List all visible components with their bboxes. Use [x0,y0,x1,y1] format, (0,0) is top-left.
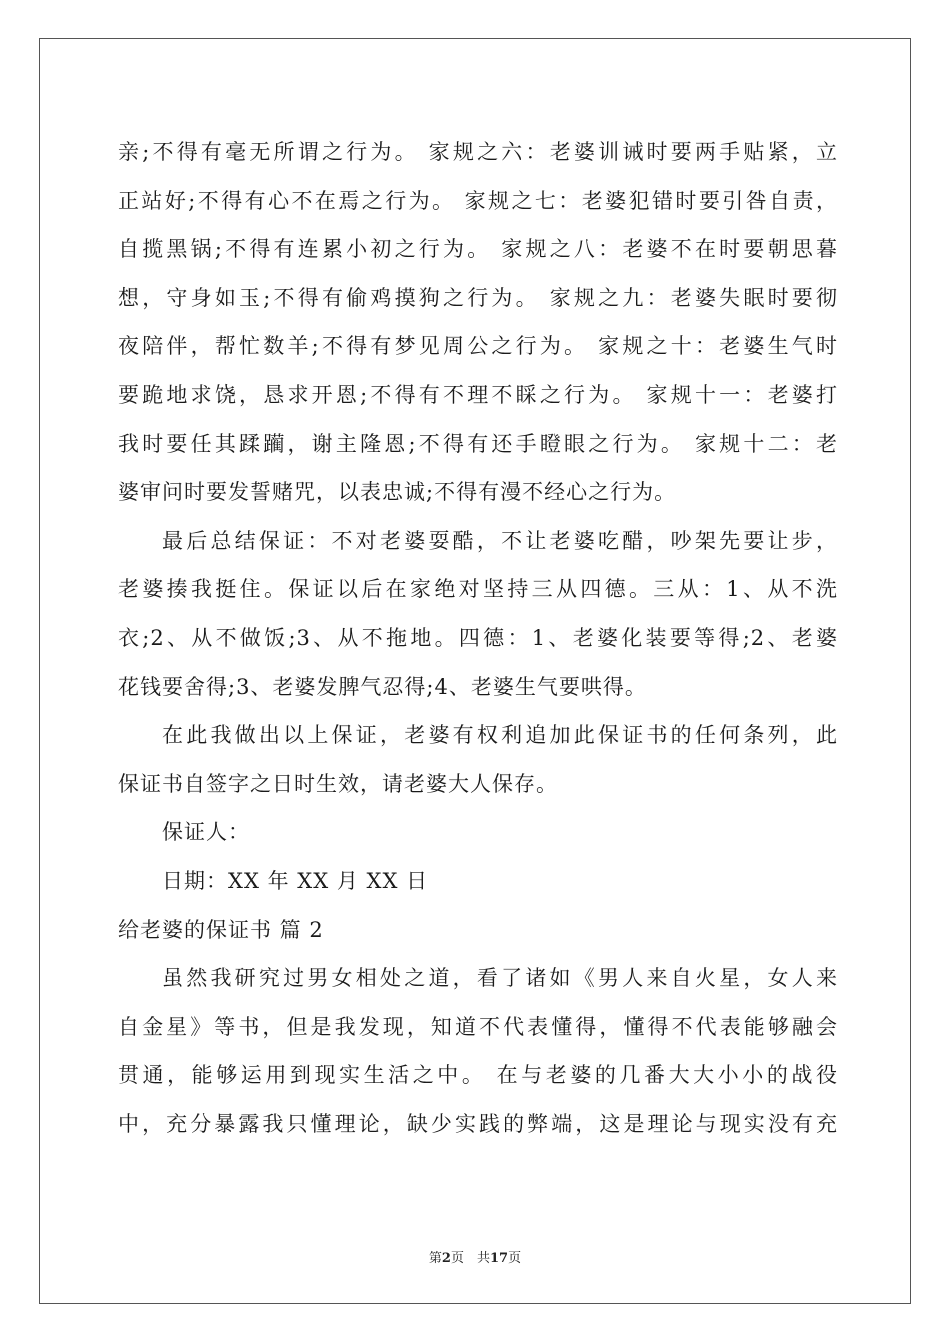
text-line: 我时要任其蹂躏，谢主隆恩;不得有还手瞪眼之行为。 家规十二：老 [118,431,838,456]
text-line: 虽然我研究过男女相处之道，看了诸如《男人来自火星，女人来 [162,966,838,991]
text-line: 亲;不得有毫无所谓之行为。 家规之六：老婆训诫时要两手贴紧，立 [118,140,838,164]
text-line: 贯通，能够运用到现实生活之中。 在与老婆的几番大大小小的战役 [118,1063,838,1088]
text-line: 自揽黑锅;不得有连累小初之行为。 家规之八：老婆不在时要朝思暮 [118,237,838,262]
text-line: 衣;2、从不做饭;3、从不拖地。四德：1、老婆化装要等得;2、老婆 [118,625,838,650]
text-line: 保证人： [162,820,250,845]
text-line: 保证书自签字之日时生效，请老婆大人保存。 [118,771,558,796]
text-line: 给老婆的保证书 篇 2 [118,917,324,942]
current-page-number: 2 [441,1251,451,1266]
document-body [118,128,838,1148]
text-line: 婆审问时要发誓赌咒，以表忠诚;不得有漫不经心之行为。 [118,480,677,505]
text-line: 想，守身如玉;不得有偷鸡摸狗之行为。 家规之九：老婆失眠时要彻 [118,285,838,310]
total-page-count: 17 [489,1251,509,1266]
footer-prefix: 第 [428,1251,442,1266]
text-line: 正站好;不得有心不在焉之行为。 家规之七：老婆犯错时要引咎自责， [118,188,838,213]
text-line: 在此我做出以上保证，老婆有权利追加此保证书的任何条列，此 [162,723,838,748]
footer-suffix: 页 [508,1251,522,1266]
page-footer [0,1247,950,1266]
text-line: 日期：XX 年 XX 月 XX 日 [162,868,429,893]
text-line: 要跪地求饶，恳求开恩;不得有不理不睬之行为。 家规十一：老婆打 [118,382,838,407]
text-line: 夜陪伴，帮忙数羊;不得有梦见周公之行为。 家规之十：老婆生气时 [118,334,838,359]
text-line: 花钱要舍得;3、老婆发脾气忍得;4、老婆生气要哄得。 [118,674,647,699]
footer-middle: 页 共 [450,1251,490,1266]
text-line: 中，充分暴露我只懂理论，缺少实践的弊端，这是理论与现实没有充 [118,1111,838,1136]
text-line: 自金星》等书，但是我发现，知道不代表懂得，懂得不代表能够融会 [118,1014,838,1039]
text-line: 老婆揍我挺住。保证以后在家绝对坚持三从四德。三从：1、从不洗 [118,577,838,602]
text-line: 最后总结保证：不对老婆耍酷，不让老婆吃醋，吵架先要让步， [162,528,838,553]
